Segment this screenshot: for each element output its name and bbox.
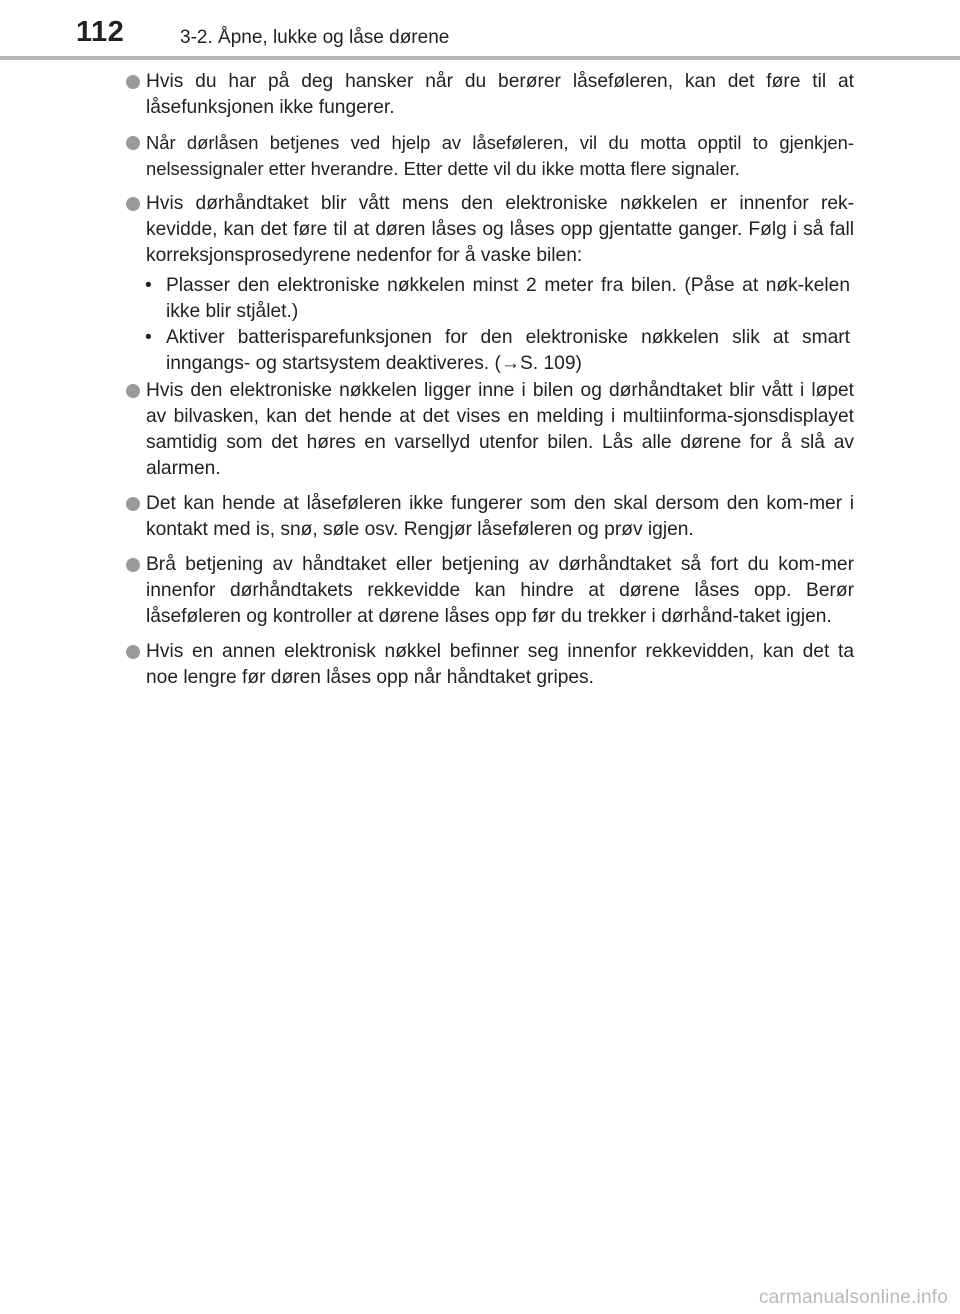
list-item [125,639,854,691]
list-item [125,69,854,121]
watermark: carmanualsonline.info [758,1287,948,1308]
item-text: Brå betjening av håndtaket eller betjening av dørhåndtaket så fort du kom-mer innenfor dørhåndtakets rekkevidde kan hindre at dørene låses opp. Berør låseføleren og kontroller at dørene låses opp før du trekker i dørhånd-taket igjen. [146,554,854,627]
item-text: Hvis den elektroniske nøkkelen ligger inne i bilen og dørhåndtaket blir vått i løpet av bilvasken, kan det hende at det vises en melding i multiinforma-sjonsdisplayet samtidig som det høres en varsellyd utenfor bilen. Lås alle dørene for å slå av alarmen. [146,380,854,479]
sub-list-item [125,325,850,377]
bullet-icon [126,75,140,89]
bullet-icon [126,136,140,150]
header-divider [0,56,960,60]
list-item [125,491,854,543]
list-item [125,378,854,482]
page-header [0,0,960,60]
bullet-icon [126,497,140,511]
sub-bullet-icon: • [145,327,152,348]
page-number: 112 [76,16,125,48]
bullet-icon [126,197,140,211]
item-text: Det kan hende at låseføleren ikke fungerer som den skal dersom den kom-mer i kontakt med is, snø, søle osv. Rengjør låseføleren og prøv igjen. [146,493,854,540]
sub-item-text: Plasser den elektroniske nøkkelen minst 2 meter fra bilen. (Påse at nøk-kelen ikke blir stjålet.) [166,275,850,322]
item-text: Hvis du har på deg hansker når du berører låseføleren, kan det føre til at låsefunksjonen ikke fungerer. [146,71,854,118]
list-item [125,191,854,269]
sub-list-item [125,273,850,325]
bullet-icon [126,384,140,398]
sub-item-text: Aktiver batterisparefunksjonen for den elektroniske nøkkelen slik at smart inngangs- og startsystem deaktiveres. (→S. 109) [166,327,850,374]
notes-list [125,69,854,700]
sub-bullet-icon: • [145,275,152,296]
item-text: Hvis dørhåndtaket blir vått mens den elektroniske nøkkelen er innenfor rek-kevidde, kan det føre til at døren låses og låses opp gjentatte ganger. Følg i så fall korreksjonsprosedyrene nedenfor for å vaske bilen: [146,193,854,266]
bullet-icon [126,558,140,572]
item-text: Hvis en annen elektronisk nøkkel befinner seg innenfor rekkevidden, kan det ta noe lengre før døren låses opp når håndtaket gripes. [146,641,854,688]
list-item [125,552,854,630]
section-title: 3-2. Åpne, lukke og låse dørene [180,27,450,48]
bullet-icon [126,645,140,659]
sub-list [125,273,854,377]
list-item [125,130,854,182]
item-text: Når dørlåsen betjenes ved hjelp av låseføleren, vil du motta opptil to gjenkjen-nelsessignaler etter hverandre. Etter dette vil du ikke motta flere signaler. [146,132,854,179]
